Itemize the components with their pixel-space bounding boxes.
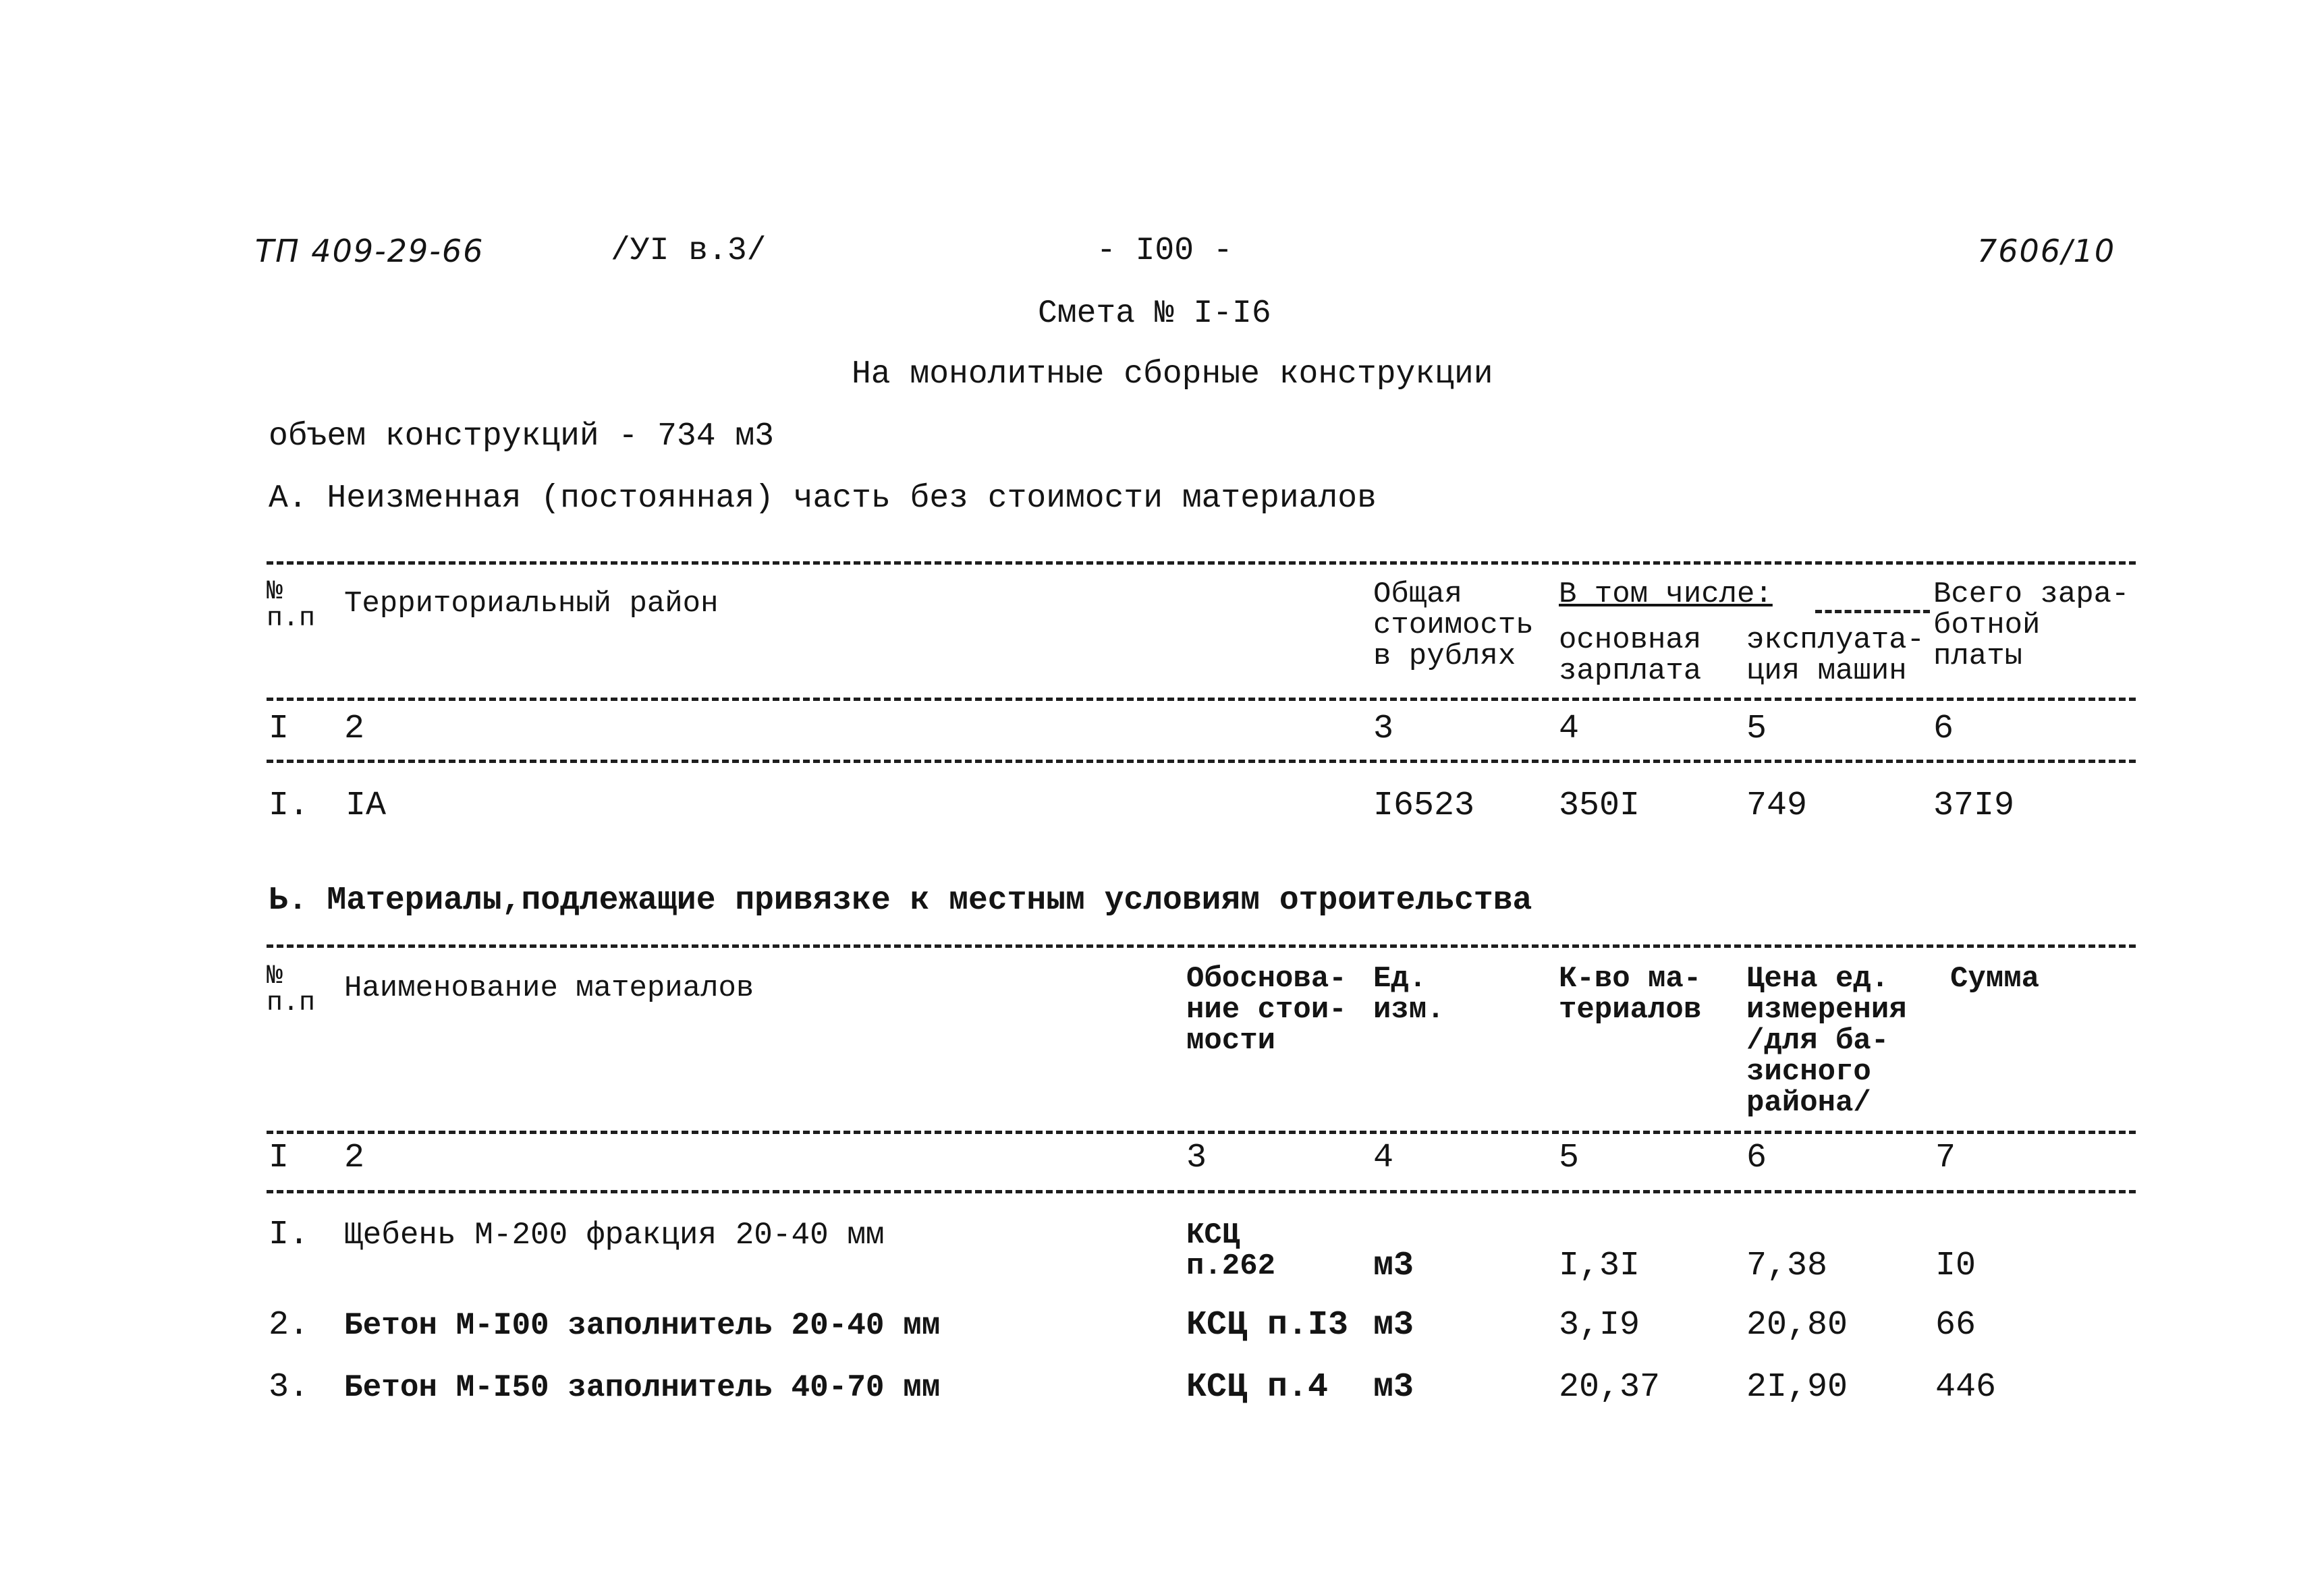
col-number: 4 <box>1559 710 1580 748</box>
table-rule <box>267 944 2136 948</box>
col-number: 4 <box>1373 1139 1394 1177</box>
row-machines: 749 <box>1746 787 1808 825</box>
col-number: 5 <box>1746 710 1767 748</box>
project-code: ТП 409-29-66 <box>255 233 485 269</box>
table-rule <box>267 561 2136 565</box>
col-header-machines: эксплуата- ция машин <box>1746 623 1925 688</box>
row-name: Бетон М-I00 заполнитель 20-40 мм <box>344 1308 941 1343</box>
row-num: 3. <box>269 1368 310 1407</box>
row-num: I. <box>269 1216 310 1254</box>
estimate-title: Смета № I-I6 <box>1038 295 1271 332</box>
col-number: I <box>269 1139 289 1177</box>
row-sum: 446 <box>1935 1368 1997 1407</box>
table-rule <box>267 760 2136 763</box>
row-name: Щебень М-200 фракция 20-40 мм <box>344 1218 885 1253</box>
col-header-unit: Ед. изм. <box>1373 962 1445 1027</box>
row-total-cost: I6523 <box>1373 787 1475 825</box>
row-num: I. <box>269 787 310 825</box>
row-sum: 66 <box>1935 1306 1976 1344</box>
row-qty: 3,I9 <box>1559 1306 1640 1344</box>
volume-label: /УI в.3/ <box>611 233 767 269</box>
row-price: 7,38 <box>1746 1247 1828 1285</box>
table-rule <box>267 698 2136 701</box>
col-number: 2 <box>344 710 365 748</box>
col-number: 7 <box>1935 1139 1956 1177</box>
col-header-including: В том числе: <box>1559 577 1773 611</box>
row-qty: 20,37 <box>1559 1368 1661 1407</box>
table-rule <box>267 1131 2136 1134</box>
col-header-name: Наименование материалов <box>344 971 754 1005</box>
row-basis: КСЦ п.4 <box>1186 1368 1329 1407</box>
section-b-heading: Ь. Материалы,подлежащие привязке к местным условиям отроительства <box>269 882 1532 919</box>
row-unit: м3 <box>1373 1247 1414 1285</box>
col-number: 3 <box>1186 1139 1207 1177</box>
row-price: 20,80 <box>1746 1306 1848 1344</box>
col-header-sum: Сумма <box>1950 962 2040 996</box>
col-header-basis: Обоснова- ние стои- мости <box>1186 962 1347 1058</box>
col-number: 5 <box>1559 1139 1580 1177</box>
row-unit: м3 <box>1373 1306 1414 1344</box>
col-header-base-salary: основная зарплата <box>1559 623 1702 688</box>
row-basis: КСЦ п.I3 <box>1186 1306 1349 1344</box>
section-a-heading: А. Неизменная (постоянная) часть без стоимости материалов <box>269 480 1377 517</box>
col-header-num: № п.п <box>267 961 316 1019</box>
col-header-price: Цена ед. измерения /для ба- зисного района/ <box>1746 962 1907 1120</box>
row-total-salary: 37I9 <box>1933 787 2015 825</box>
table-rule <box>267 1190 2136 1193</box>
row-price: 2I,90 <box>1746 1368 1848 1407</box>
volume-note: объем конструкций - 734 м3 <box>269 418 774 455</box>
row-qty: I,3I <box>1559 1247 1640 1285</box>
col-number: I <box>269 710 289 748</box>
col-header-total-salary: Всего зара- ботной платы <box>1933 577 2130 673</box>
row-base-salary: 350I <box>1559 787 1640 825</box>
estimate-subtitle: На монолитные сборные конструкции <box>852 356 1493 393</box>
row-basis: КСЦ п.262 <box>1186 1218 1276 1283</box>
row-sum: I0 <box>1935 1247 1976 1285</box>
row-name: Бетон М-I50 заполнитель 40-70 мм <box>344 1370 941 1405</box>
col-header-qty: К-во ма- териалов <box>1559 962 1702 1027</box>
col-number: 3 <box>1373 710 1394 748</box>
col-header-district: Территориальный район <box>344 587 719 621</box>
row-num: 2. <box>269 1306 310 1344</box>
header-sub-rule <box>1815 610 1930 613</box>
row-district: IA <box>345 787 387 825</box>
doc-number: 7606/10 <box>1977 233 2116 269</box>
col-header-num: № п.п <box>267 577 316 634</box>
page-number: - I00 - <box>1097 233 1233 269</box>
col-header-total-cost: Общая стоимость в рублях <box>1373 577 1534 673</box>
col-number: 6 <box>1933 710 1954 748</box>
col-number: 6 <box>1746 1139 1767 1177</box>
col-number: 2 <box>344 1139 365 1177</box>
row-unit: м3 <box>1373 1368 1414 1407</box>
